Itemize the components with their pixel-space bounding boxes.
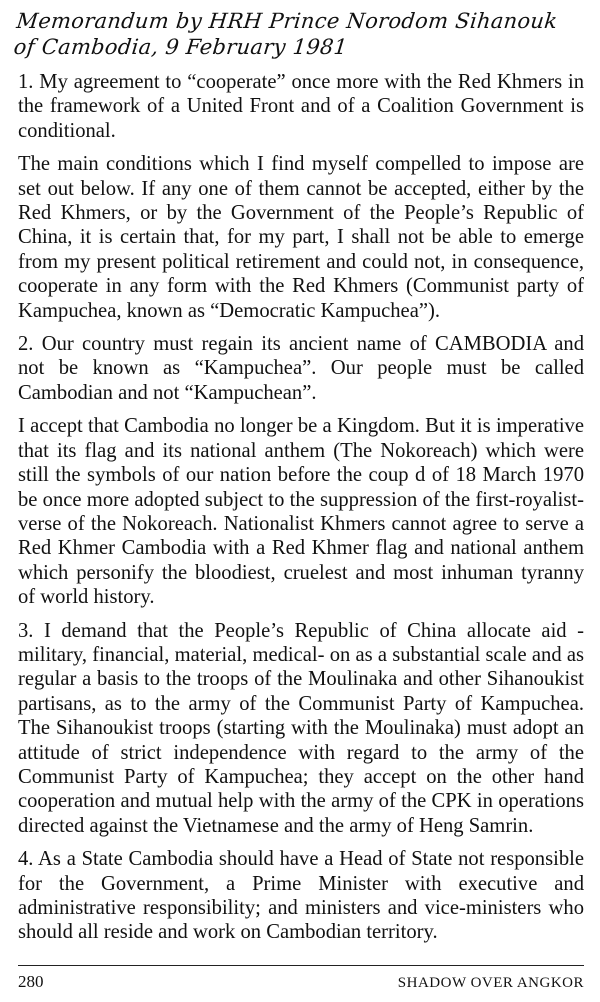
page-footer [18, 965, 584, 992]
paragraph-6: 4. As a State Cambodia should have a Head of State not responsible for the Government, a Prime Minister with executive and administrative responsibility; and ministers and vice-ministers who should all reside and work on Cambodian territory. [18, 848, 584, 944]
paragraph-5: 3. I demand that the People’s Republic of China allocate aid -military, financial, material, medical- on as a substantial scale and as regular a basis to the troops of the Moulinaka and other Sihanoukist partisans, as to the army of the Communist Party of Kampuchea. The Sihanoukist troops (starting with the Moulinaka) must adopt an attitude of strict independence with regard to the army of the Communist Party of Kampuchea; they accept on the other hand cooperation and mutual help with the army of the CPK in operations directed against the Vietnamese and the army of Heng Samrin. [18, 619, 584, 837]
running-title: SHADOW OVER ANGKOR [397, 975, 584, 991]
paragraph-1: 1. My agreement to “cooperate” once more with the Red Khmers in the framework of a United Front and of a Coalition Government is conditional. [18, 71, 584, 142]
paragraph-4: I accept that Cambodia no longer be a Kingdom. But it is imperative that its flag and its national anthem (The Nokoreach) which were still the symbols of our nation before the coup d of 18 March 1970 be once more adopted subject to the suppression of the first-royalist-verse of the Nokoreach. Nationalist Khmers cannot agree to serve a Red Khmer Cambodia with a Red Khmer flag and national anthem which personify the bloodiest, cruelest and most inhuman tyranny of world history. [18, 415, 584, 609]
page-number: 280 [18, 972, 44, 991]
paragraph-3: 2. Our country must regain its ancient name of CAMBODIA and not be known as “Kampuchea”. Our people must be called Cambodian and not “Kampuchean”. [18, 333, 584, 404]
paragraph-2: The main conditions which I find myself compelled to impose are set out below. If any one of them cannot be accepted, either by the Red Khmers, or by the Government of the People’s Republic of China, it is certain that, for my part, I shall not be able to emerge from my present political retirement and could not, in consequence, cooperate in any form with the Red Khmers (Communist party of Kampuchea, known as “Democratic Kampuchea”). [18, 153, 584, 322]
document-page [12, 8, 584, 994]
document-title: Memorandum by HRH Prince Norodom Sihanouk of Cambodia, 9 February 1981 [12, 9, 559, 59]
